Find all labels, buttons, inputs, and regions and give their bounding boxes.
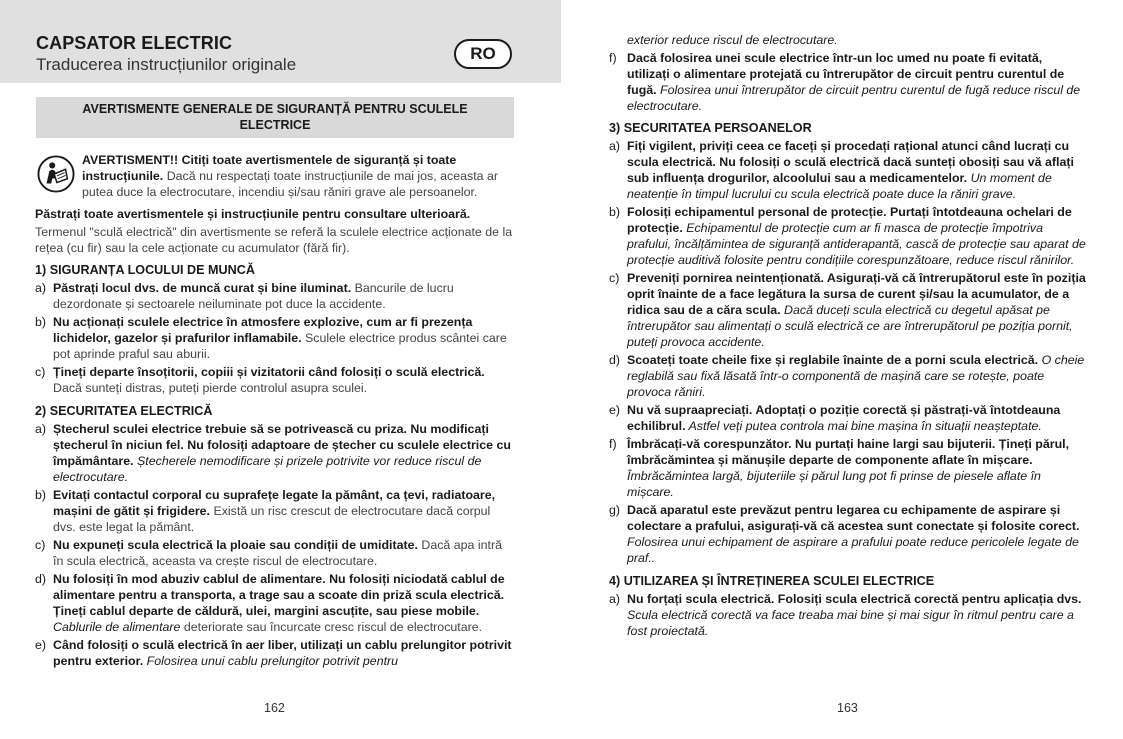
list-item: a) Fiți vigilent, priviți ceea ce faceți și procedați rațional atunci când lucrați cu scula electrică. Nu folosiți o sculă electrică dacă sunteți obosiți sau vă aflați sub influența drogurilor, alcoolului sau a medicamentelor. Un moment de neatenție în timpul lucrului cu scula electrică poate duce la răniri grave. [609,139,1074,201]
keep-instructions-text: Păstrați toate avertismentele și instrucțiunile pentru consultare ulterioară. [35,207,471,221]
warning-title: AVERTISMENT!! Citiți toate avertismentele de siguranță și toate instrucțiunile. [82,153,457,183]
left-page [0,0,561,739]
list-item: d) Scoateți toate cheile fixe și reglabile înainte de a porni scula electrică. O cheie reglabilă sau fixă lăsată într-o componentă de mașină care se rotește, poate provoca răniri. [609,353,1085,399]
page-number-left: 162 [264,701,285,715]
section-heading-tool-use: 4) UTILIZAREA ȘI ÎNTREȚINEREA SCULEI ELECTRICE [609,574,935,588]
list-item: g) Dacă aparatul este prevăzut pentru legarea cu echipamente de aspirare și colectare a prafului, asigurați-vă că acestea sunt conectate și folosite corect. Folosirea unui echipament de aspirare a prafului poate reduce pericolele legate de praf.. [609,503,1080,565]
section-heading-personal-safety: 3) SECURITATEA PERSOANELOR [609,121,812,135]
section-heading-work-area: 1) SIGURANȚA LOCULUI DE MUNCĂ [35,263,255,277]
definition-text: Termenul "sculă electrică" din avertismente se referă la sculele electrice acționate de la rețea (cu fir) sau la cele acționate cu acumulator (fără fir). [35,225,513,255]
list-item: c) Țineți departe însoțitorii, copiii și vizitatorii când folosiți o sculă electrică. Dacă sunteți distras, puteți pierde controlul asupra sculei. [35,365,485,395]
list-item: a) Păstrați locul dvs. de muncă curat și bine iluminat. Bancurile de lucru dezordonate și sectoarele neiluminate pot duce la accidente. [35,281,454,311]
right-page [561,0,1123,739]
document-title: CAPSATOR ELECTRIC [36,33,233,53]
right-content [609,32,1086,639]
warning-block [35,152,515,200]
read-manual-icon [37,155,75,193]
list-item: c) Preveniți pornirea neintenționată. Asigurați-vă că întrerupătorul este în poziția oprit înainte de a face legătura la sursa de curent și/sau la acumulator, de a ridica sau de a căra scula. Dacă duceți scula electrică cu degetul apăsat pe întrerupător sau alimentați o sculă electrică ce are întrerupătorul pe poziția pornit, puteți provoca accidente. [609,271,1086,349]
list-item: a) Ștecherul sculei electrice trebuie să se potrivească cu priza. Nu modificați ștecherul în niciun fel. Nu folosiți adaptoare de ștecher cu sculele electrice cu împământare. Ștecherele nemodificare și prizele potrivite vor reduce riscul de electrocutare. [35,422,511,484]
list-item: b) Nu acționați sculele electrice în atmosfere explozive, cum ar fi prezența lichidelor, gazelor și prafurilor inflamabile. Sculele electrice produs scântei care pot aprinde praful sau aburii. [35,315,507,361]
continuation-text: exterior reduce riscul de electrocutare. [627,33,838,47]
list-item: e) Nu vă supraapreciați. Adoptați o poziție corectă și păstrați-vă întotdeauna echilibrul. Astfel veți putea controla mai bine mașina în situații neașteptate. [609,403,1061,433]
list-item: f) Îmbrăcați-vă corespunzător. Nu purtați haine largi sau bijuterii. Țineți părul, îmbrăcămintea și mănușile departe de componente aflate în mișcare. Îmbrăcămintea largă, bijuteriile și părul lung pot fi prinse de piesele aflate în mișcare. [609,437,1070,499]
list-item: f) Dacă folosirea unei scule electrice într-un loc umed nu poate fi evitată, utilizați o alimentare protejată cu întrerupător de circuit pentru curentul de fugă. Folosirea unui întrerupător de circuit pentru curentul de fugă reduce riscul de electrocutare. [609,51,1081,113]
list-item: b) Evitați contactul corporal cu suprafețe legate la pământ, ca țevi, radiatoare, mașini de gătit și frigidere. Există un risc crescut de electrocutare dacă corpul dvs. este legat la pământ. [35,488,496,534]
left-content [35,152,515,669]
warning-text: Dacă nu respectați toate instrucțiunile de mai jos, aceasta ar putea duce la electrocutare, incendiu și/sau răniri grave ale persoanelor. [82,169,498,199]
language-badge: RO [454,39,512,69]
list-item: c) Nu expuneți scula electrică la ploaie sau condiții de umiditate. Dacă apa intră în scula electrică, aceasta va crește riscul de electrocutare. [35,538,502,568]
section-banner: AVERTISMENTE GENERALE DE SIGURANȚĂ PENTRU SCULELE ELECTRICE [36,97,514,138]
list-item: b) Folosiți echipamentul personal de protecție. Purtați întotdeauna ochelari de protecție. Echipamentul de protecție cum ar fi masca de protecție împotriva prafului, încălțămintea de siguranță antiderapantă, cască de protecție sau aparat de protecție auditivă folosite pentru condițiile corespunzătoare, reduce riscul rănirilor. [609,205,1086,267]
list-item: a) Nu forțați scula electrică. Folosiți scula electrică corectă pentru aplicația dvs. Scula electrică corectă va face treaba mai bine și mai sigur în ritmul pentru care a fost proiectată. [609,592,1082,638]
section-heading-electrical-safety: 2) SECURITATEA ELECTRICĂ [35,404,213,418]
document-subtitle: Traducerea instrucțiunilor originale [36,55,297,74]
list-item: d) Nu folosiți în mod abuziv cablul de alimentare. Nu folosiți niciodată cablul de alimentare pentru a transporta, a trage sau a scoate din priză scula electrică. Țineți cablul departe de căldură, ulei, margini ascuțite, sau piese mobile. Cablurile de alimentare deteriorate sau încurcate cresc riscul de electrocutare. [35,572,505,634]
page-number-right: 163 [837,701,858,715]
list-item: e) Când folosiți o sculă electrică în aer liber, utilizați un cablu prelungitor potrivit pentru exterior. Folosirea unui cablu prelungitor potrivit pentru [35,638,512,668]
